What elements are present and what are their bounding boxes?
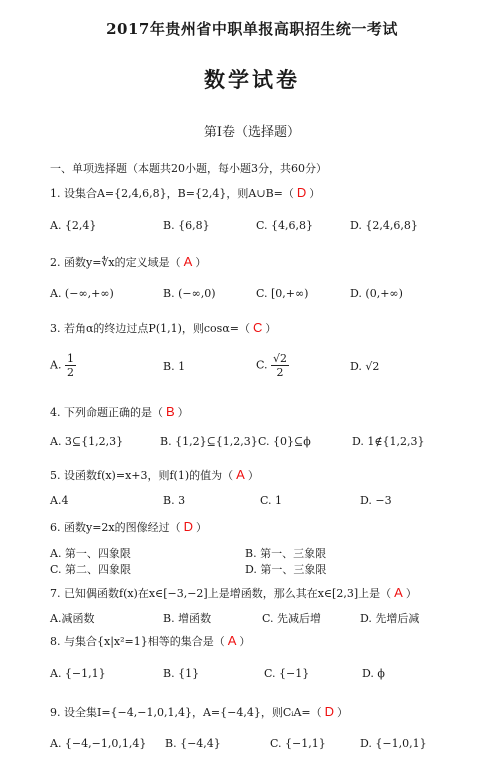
option-a: A. {2,4} — [50, 219, 97, 232]
options-5 — [50, 494, 470, 510]
question-stem: 7. 已知偶函数f(x)在x∈[−3,−2]上是增函数，那么其在x∈[2,3]上是（ — [50, 587, 392, 600]
option-b: B. {1,2}⊆{1,2,3} — [160, 435, 258, 448]
options-8 — [50, 667, 470, 683]
section-heading: 一、单项选择题（本题共20小题，每小题3分，共60分） — [50, 162, 327, 175]
fraction: $\frac{√2}{2}$ — [273, 352, 288, 379]
question-stem-end: ） — [309, 187, 321, 200]
options-4 — [50, 435, 470, 451]
option-b: B. 增函数 — [163, 612, 212, 625]
question-6 — [50, 519, 207, 535]
option-c: C. [0,+∞) — [256, 287, 309, 300]
question-9 — [50, 704, 348, 720]
question-2 — [50, 254, 206, 270]
question-stem-end: ） — [247, 469, 259, 482]
question-stem-end: ） — [337, 706, 349, 719]
question-8 — [50, 633, 250, 649]
answer-mark: C — [252, 320, 263, 335]
option-c: C. 先减后增 — [262, 612, 322, 625]
answer-mark: A — [236, 467, 245, 482]
option-a: A. (−∞,+∞) — [50, 287, 114, 300]
option-a: A. 第一、四象限 — [50, 547, 131, 560]
option-b: B. {−4,4} — [165, 737, 221, 750]
question-stem-end: ） — [196, 521, 208, 534]
question-stem-end: ） — [195, 256, 207, 269]
option-c: C. 1 — [260, 494, 283, 507]
option-c: C. 第二、四象限 — [50, 563, 132, 576]
option-a: A.减函数 — [50, 612, 95, 625]
question-4 — [50, 404, 189, 420]
option-b: B. {1} — [163, 667, 200, 680]
answer-mark: B — [166, 404, 175, 419]
options-9 — [50, 737, 470, 753]
paper-title: 数学试卷 — [204, 67, 300, 92]
question-stem: 3. 若角α的终边过点P(1,1)，则cosα=（ — [50, 322, 250, 335]
option-c: C. {4,6,8} — [256, 219, 314, 232]
question-stem: 4. 下列命题正确的是（ — [50, 406, 163, 419]
answer-mark: D — [324, 704, 335, 719]
question-stem: 8. 与集合{x|x²=1}相等的集合是（ — [50, 635, 225, 648]
option-d: D. √2 — [350, 360, 380, 373]
option-b: B. 第一、三象限 — [245, 547, 327, 560]
question-stem-end: ） — [239, 635, 251, 648]
answer-mark: A — [394, 585, 403, 600]
question-1 — [50, 185, 320, 201]
question-stem-end: ） — [265, 322, 277, 335]
option-d: D. 1∉{1,2,3} — [352, 435, 425, 448]
options-3 — [50, 352, 470, 384]
option-d: D. {−1,0,1} — [360, 737, 427, 750]
question-stem: 9. 设全集I={−4,−1,0,1,4}，A={−4,4}，则CᵢA=（ — [50, 706, 322, 719]
question-stem: 5. 设函数f(x)=x+3，则f(1)的值为（ — [50, 469, 234, 482]
option-c: C. $\frac{√2}{2}$ — [256, 352, 288, 379]
question-3 — [50, 320, 276, 336]
question-5 — [50, 467, 259, 483]
option-a: A. {−1,1} — [50, 667, 106, 680]
answer-mark: D — [183, 519, 194, 534]
question-stem-end: ） — [177, 406, 189, 419]
option-c: C. {0}⊆ϕ — [258, 435, 311, 448]
options-2 — [50, 287, 470, 303]
option-d: D. −3 — [360, 494, 392, 507]
option-c: C. {−1,1} — [270, 737, 326, 750]
answer-mark: D — [296, 185, 307, 200]
option-b: B. 1 — [163, 360, 186, 373]
question-stem: 6. 函数y=2x的图像经过（ — [50, 521, 181, 534]
option-d: D. 第一、三象限 — [245, 563, 327, 576]
question-7 — [50, 585, 417, 601]
question-stem: 2. 函数y=∜x的定义域是（ — [50, 256, 181, 269]
option-c: C. {−1} — [264, 667, 310, 680]
part-title: 第Ⅰ卷（选择题） — [203, 125, 301, 140]
option-a: A. {−4,−1,0,1,4} — [50, 737, 147, 750]
option-a: A.4 — [50, 494, 69, 507]
answer-mark: A — [227, 633, 237, 648]
option-d: D. 先增后减 — [360, 612, 420, 625]
fraction: $\frac{1}{2}$ — [66, 352, 74, 379]
option-b: B. {6,8} — [163, 219, 210, 232]
answer-mark: A — [183, 254, 193, 269]
option-a: A. $\frac{1}{2}$ — [50, 352, 74, 379]
options-7 — [50, 610, 470, 626]
option-a: A. 3⊆{1,2,3} — [50, 435, 124, 448]
question-stem: 1. 设集合A={2,4,6,8}，B={2,4}，则A∪B=（ — [50, 187, 294, 200]
question-stem-end: ） — [405, 587, 417, 600]
option-d: D. (0,+∞) — [350, 287, 403, 300]
option-b: B. (−∞,0) — [163, 287, 216, 300]
exam-title: 2017年贵州省中职单报高职招生统一考试 — [106, 20, 398, 38]
options-1 — [50, 219, 470, 235]
option-d: D. ϕ — [362, 667, 385, 680]
option-b: B. 3 — [163, 494, 186, 507]
option-d: D. {2,4,6,8} — [350, 219, 418, 232]
